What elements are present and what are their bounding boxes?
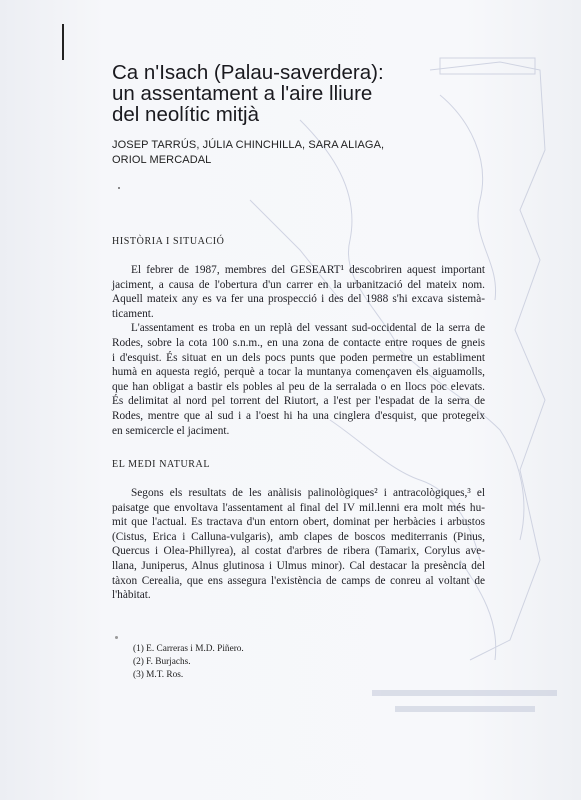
history-line: L'assentament es troba en un replà del vessant sud-occidental de la serra de [131, 322, 485, 335]
environment-line: paisatge que envoltava l'assentament al final del IV mil.lenni era molt més hu- [112, 501, 485, 514]
history-line: El febrer de 1987, membres del GESEART¹ descobriren aquest important [131, 264, 485, 276]
title-line-3: del neolític mitjà [112, 103, 259, 126]
history-line: i d'esquist. És situat en un dels pocs punts que poden permetre un establiment [112, 351, 485, 364]
section-body-history [112, 263, 485, 438]
footnote-marker-dot [115, 636, 118, 639]
footnote-1: (1) E. Carreras i M.D. Piñero. [133, 644, 244, 654]
history-line: humà en aquesta regió, perquè a tocar la muntanya començaven els aiguamolls, [112, 366, 485, 379]
environment-line: llana, Juniperus, Alnus glutinosa i Ulmus minor). Cal destacar la presència del [112, 559, 485, 572]
section-body-environment [112, 486, 485, 603]
footnotes [133, 643, 244, 681]
history-line: que han obligat a bastir els pobles al peu de la serralada o en llocs poc elevats. [112, 380, 485, 393]
title-line-1: Ca n'Isach (Palau-saverdera): [112, 61, 384, 84]
history-line: en semicercle el jaciment. [112, 424, 230, 437]
history-line: ticament. [112, 307, 154, 320]
article-title [112, 62, 442, 125]
environment-line: Segons els resultats de les anàlisis palinològiques² i antracològiques,³ el [131, 487, 485, 499]
environment-line: l'hàbitat. [112, 589, 151, 602]
footnote-3: (3) M.T. Ros. [133, 669, 184, 680]
section-heading-environment: EL MEDI NATURAL [112, 459, 211, 470]
author-list [112, 138, 442, 168]
footnote-2: (2) F. Burjachs. [133, 656, 191, 667]
history-line: Rodes, sobre la cota 100 s.n.m., en una zona de contacte entre roques de gneis [112, 336, 485, 349]
environment-line: (Cistus, Erica i Calluna-vulgaris), amb clapes de boscos mediterranis (Pinus, [112, 530, 485, 543]
section-heading-history: HISTÒRIA I SITUACIÓ [112, 236, 225, 247]
history-line: Aquell mateix any es va fer una prospecció i des del 1988 s'hi excava sistemà- [112, 293, 485, 306]
author-line-2: ORIOL MERCADAL [112, 154, 212, 166]
title-line-2: un assentament a l'aire lliure [112, 82, 373, 105]
stray-dot [118, 187, 120, 189]
environment-line: Quercus i Olea-Phillyrea), al costat d'arbres de ribera (Tamarix, Corylus ave- [112, 545, 485, 558]
environment-line: mit que l'actual. Es tractava d'un entorn obert, dominat per herbàcies i arbustos [112, 516, 485, 529]
margin-pen-mark [62, 24, 64, 60]
environment-line: tàxon Cerealia, que ens assegura l'existència de camps de conreu al voltant de [112, 574, 485, 587]
history-line: És delimitat al nord pel torrent del Riutort, a l'est per l'espadat de la serra de [112, 395, 485, 408]
history-line: Rodes, mentre que al sud i a l'oest hi ha una cinglera d'esquist, que protegeix [112, 409, 485, 422]
author-line-1: JOSEP TARRÚS, JÚLIA CHINCHILLA, SARA ALIAGA, [112, 139, 385, 151]
history-line: jaciment, a causa de l'obertura d'un carrer en la urbanització del mateix nom. [112, 278, 485, 291]
